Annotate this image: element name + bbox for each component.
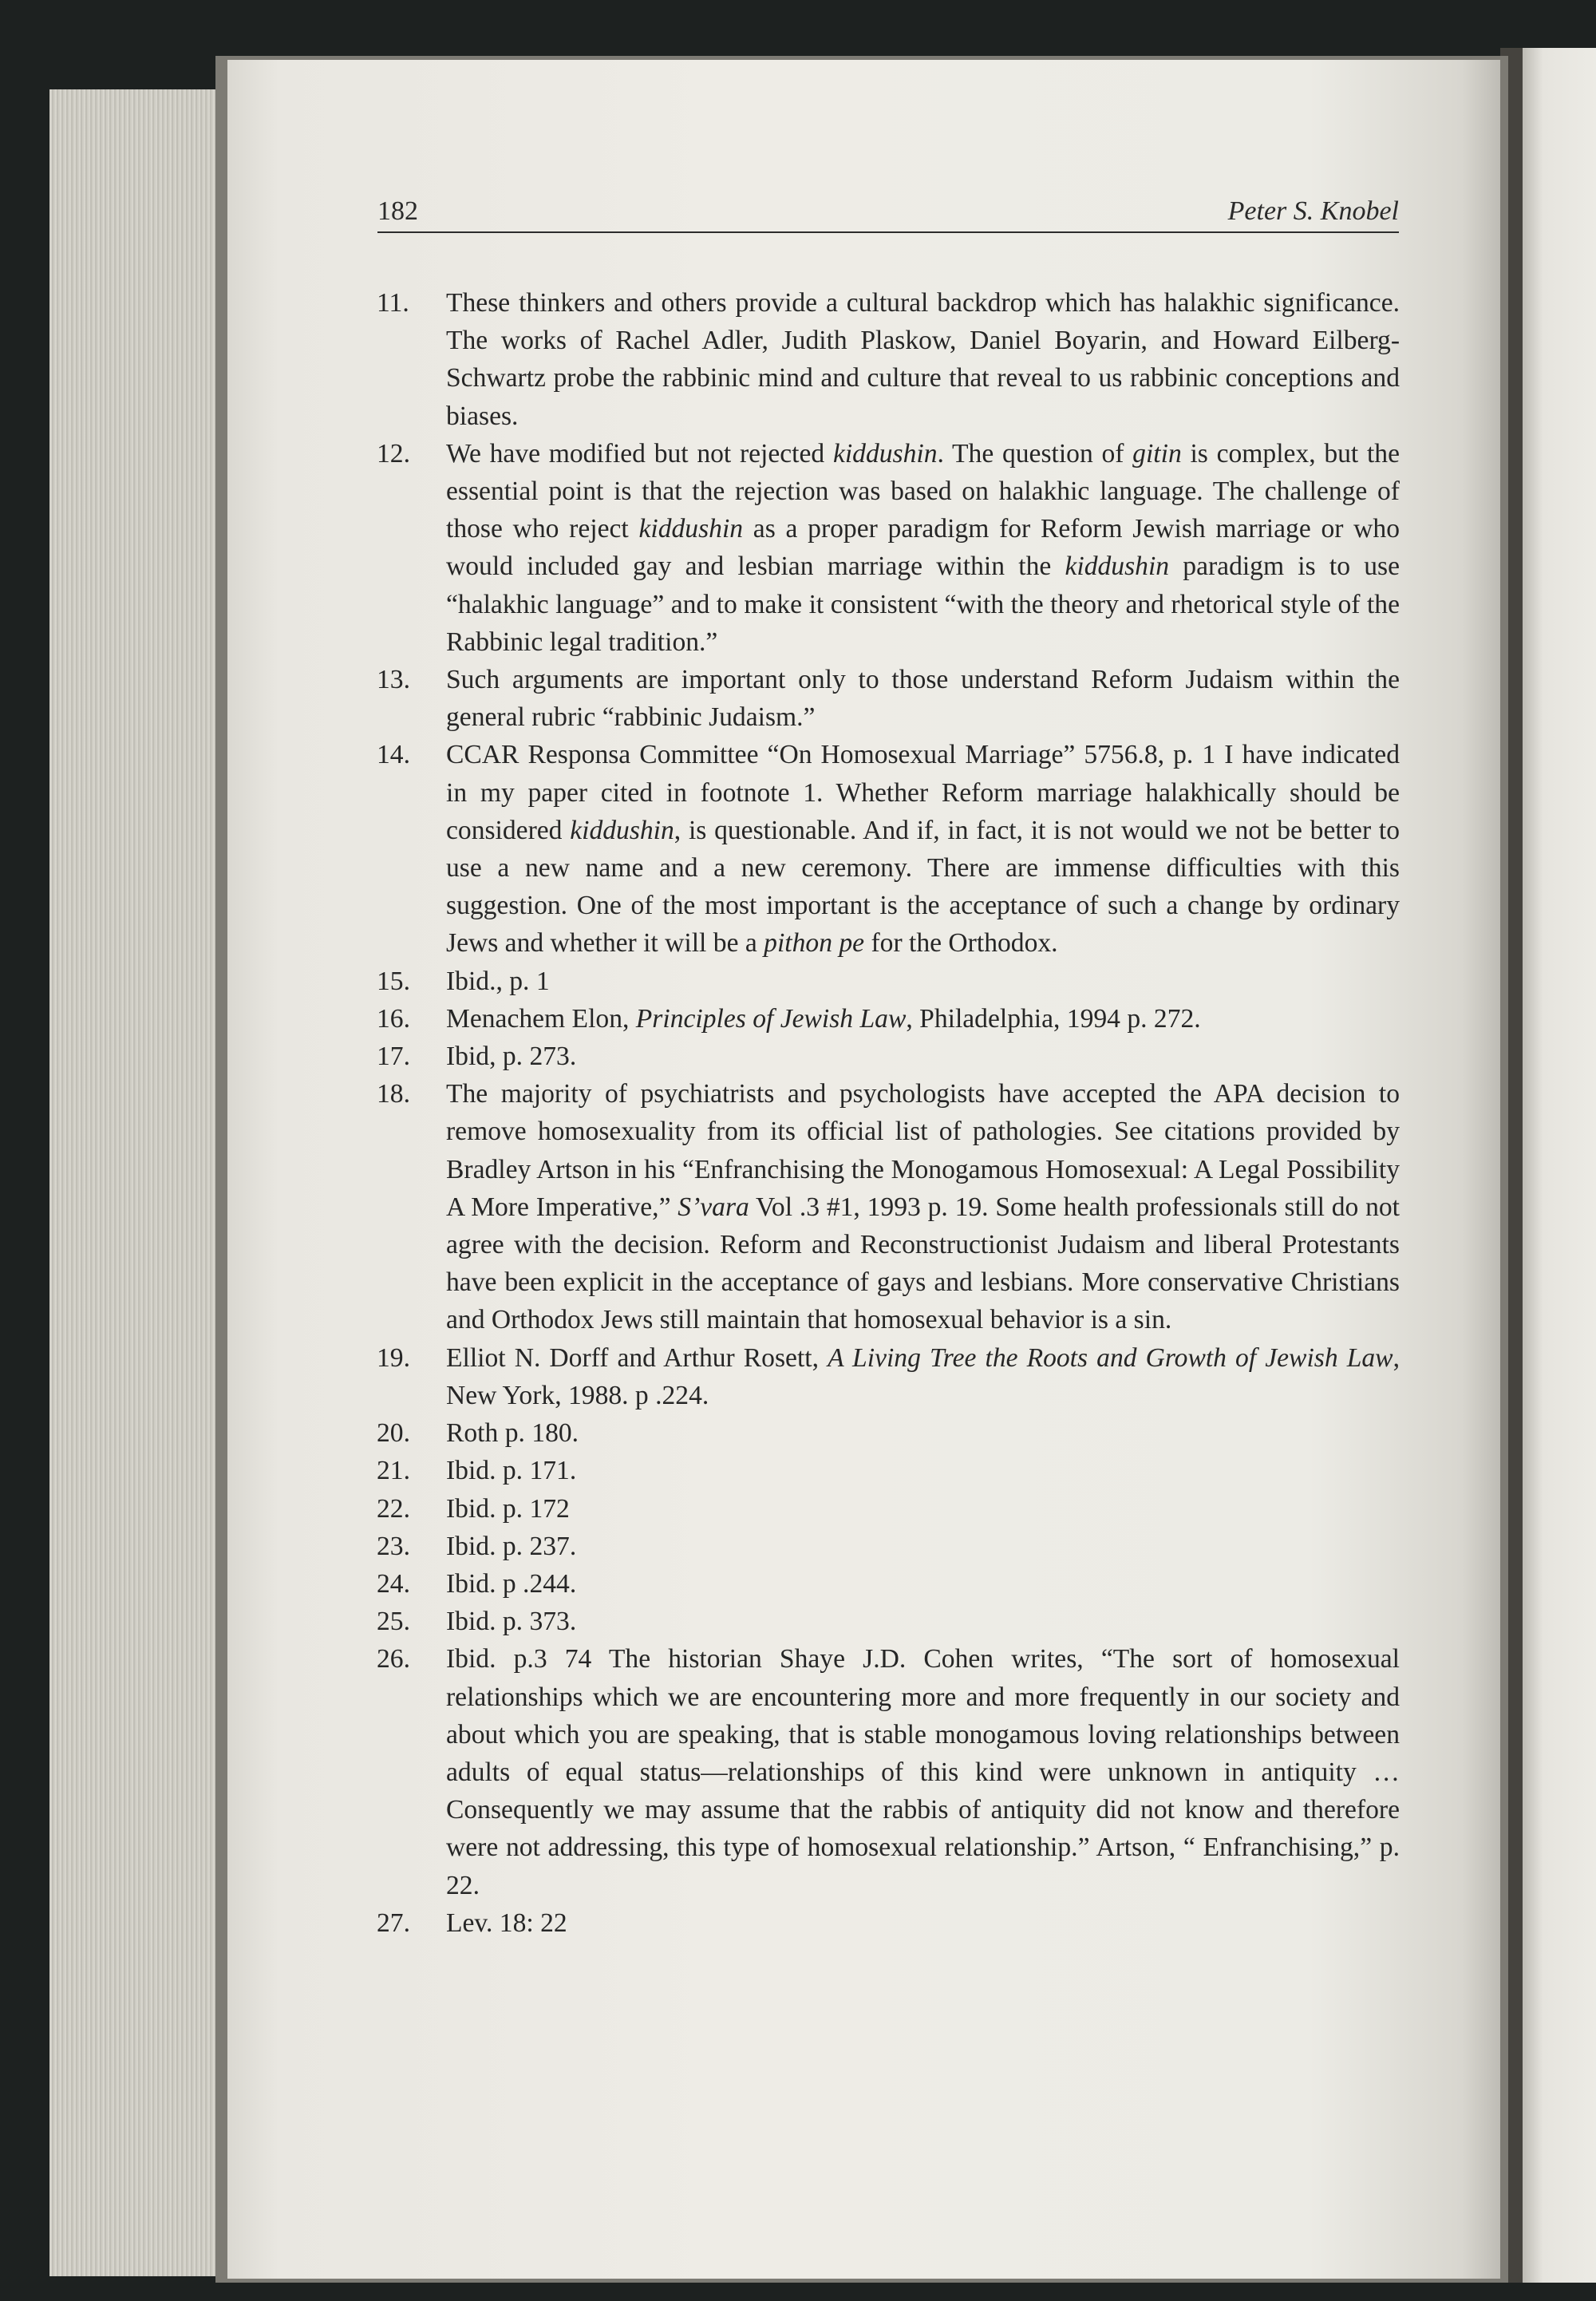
text-run: as a proper paradigm for Reform Jewish marriage or who would included gay and lesbian marriage within the xyxy=(446,514,1400,582)
endnote-text xyxy=(446,1456,576,1485)
text-run: Ibid. p. 237. xyxy=(446,1531,577,1561)
page-number: 182 xyxy=(377,196,418,226)
italic-title: pithon pe xyxy=(764,928,865,959)
text-run: These thinkers and others provide a cultural backdrop which has halakhic significance. The works of Rachel Adler, Judith Plaskow, Daniel Boyarin, and Howard Eilberg-Schwartz probe the rabbinic mind and culture that reveal to us rabbinic conceptions and biases. xyxy=(446,288,1400,431)
text-run: Ibid. p .244. xyxy=(446,1568,577,1599)
endnote-number: 16. xyxy=(377,1003,410,1034)
text-run: Ibid. p.3 74 The historian Shaye J.D. Cohen writes, “The sort of homosexual relationships which we are encountering more and more frequently in our society and about which you are speaking, that is stable monogamous loving relationships between adults of equal status—relationships of this kind were unknown in antiquity … Consequently we may assume that the rabbis of antiquity did not know and therefore were not addressing, this type of homosexual relationship.” Artson, “ Enfranchising,” p. 22. xyxy=(446,1644,1400,1900)
text-run: CCAR Responsa Committee “On Homosexual Marriage” 5756.8, p. 1 I have indicated in my paper cited in footnote 1. Whether Reform marriage halakhically should be considered xyxy=(446,740,1400,845)
endnote-text xyxy=(446,288,1400,431)
endnote-number: 24. xyxy=(377,1568,410,1599)
endnote-text xyxy=(446,1079,1400,1334)
endnote xyxy=(377,736,1400,962)
endnote-number: 23. xyxy=(377,1531,410,1561)
text-run: , New York, 1988. p .224. xyxy=(446,1342,1400,1410)
endnote-number: 14. xyxy=(377,740,410,770)
endnote-number: 12. xyxy=(377,438,410,469)
endnote-text xyxy=(446,740,1400,958)
endnote-text xyxy=(446,967,550,996)
italic-title: gitin xyxy=(1132,438,1182,469)
italic-title: A Living Tree the Roots and Growth of Jewish Law xyxy=(828,1342,1393,1373)
endnotes-list xyxy=(377,284,1400,1942)
italic-title: Principles of Jewish Law xyxy=(635,1003,907,1034)
endnote xyxy=(377,1414,1400,1452)
text-run: Roth p. 180. xyxy=(446,1418,579,1449)
endnote-text xyxy=(446,1644,1400,1900)
endnote-number: 19. xyxy=(377,1342,410,1373)
text-run: Ibid. p. 171. xyxy=(446,1456,577,1486)
endnote xyxy=(377,1000,1400,1038)
endnote-text xyxy=(446,665,1400,732)
endnote-number: 25. xyxy=(377,1607,410,1637)
endnote-number: 15. xyxy=(377,966,410,996)
endnote-text xyxy=(446,1908,567,1938)
text-run: paradigm is to use “halakhic language” and to make it consistent “with the theory and rhetorical style of the Rabbinic legal tradition.” xyxy=(446,552,1400,657)
endnote xyxy=(377,1452,1400,1489)
endnote-text xyxy=(446,1607,576,1636)
endnote-number: 26. xyxy=(377,1644,410,1674)
text-run: , Philadelphia, 1994 p. 272. xyxy=(906,1003,1201,1034)
text-run: , is questionable. And if, in fact, it is not would we not be better to use a new name and a new ceremony. There are immense difficulties with this suggestion. One of the most important is the acceptance of such a change by ordinary Jews and whether it will be a xyxy=(446,815,1400,959)
text-run: for the Orthodox. xyxy=(864,928,1058,959)
endnote-number: 17. xyxy=(377,1042,410,1072)
endnote-text xyxy=(446,1418,579,1448)
endnote xyxy=(377,1565,1400,1603)
endnote xyxy=(377,661,1400,736)
text-run: Elliot N. Dorff and Arthur Rosett, xyxy=(446,1342,828,1373)
endnote-number: 21. xyxy=(377,1456,410,1486)
endnote xyxy=(377,435,1400,661)
endnote-number: 11. xyxy=(377,288,409,318)
text-run: is complex, but the essential point is that the rejection was based on halakhic language. The challenge of those who reject xyxy=(446,438,1400,544)
facing-page-edge xyxy=(1520,48,1596,2283)
italic-title: kiddushin xyxy=(1065,552,1170,582)
endnote-text xyxy=(446,1494,570,1524)
running-head-author: Peter S. Knobel xyxy=(1227,196,1399,226)
endnote xyxy=(377,1490,1400,1528)
endnote-text xyxy=(446,1569,576,1599)
text-run: Ibid. p. 373. xyxy=(446,1607,577,1637)
text-run: Such arguments are important only to those understand Reform Judaism within the general rubric “rabbinic Judaism.” xyxy=(446,665,1400,733)
endnote-number: 27. xyxy=(377,1908,410,1938)
endnote xyxy=(377,1904,1400,1942)
italic-title: S’vara xyxy=(678,1192,749,1222)
text-run: Ibid. p. 172 xyxy=(446,1493,570,1524)
page-edges xyxy=(49,89,241,2276)
endnote-text xyxy=(446,1343,1400,1410)
text-run: Ibid, p. 273. xyxy=(446,1042,577,1072)
text-run: Ibid., p. 1 xyxy=(446,966,550,996)
italic-title: kiddushin xyxy=(832,438,938,469)
endnote-text xyxy=(446,1042,576,1071)
endnote xyxy=(377,1038,1400,1075)
endnote xyxy=(377,1640,1400,1904)
endnote xyxy=(377,1603,1400,1640)
page-header xyxy=(377,196,1399,233)
text-run: Lev. 18: 22 xyxy=(446,1908,567,1938)
endnote-number: 18. xyxy=(377,1079,410,1109)
italic-title: kiddushin xyxy=(570,815,674,845)
endnote xyxy=(377,1528,1400,1565)
text-run: Vol .3 #1, 1993 p. 19. Some health professionals still do not agree with the decision. Reform and Reconstructionist Judaism and liberal Protestants have been explicit in the acceptance of gays and lesbians. More conservative Christians and Orthodox Jews still maintain that homosexual behavior is a sin. xyxy=(446,1192,1400,1335)
endnote-number: 22. xyxy=(377,1493,410,1524)
endnote-text xyxy=(446,1004,1201,1034)
text-run: We have modified but not rejected xyxy=(446,438,833,469)
italic-title: kiddushin xyxy=(638,514,744,544)
text-run: Menachem Elon, xyxy=(446,1003,636,1034)
endnote xyxy=(377,963,1400,1000)
endnote-number: 20. xyxy=(377,1418,410,1449)
endnote xyxy=(377,284,1400,435)
endnote-text xyxy=(446,439,1400,657)
endnote-text xyxy=(446,1532,576,1561)
endnote-number: 13. xyxy=(377,665,410,695)
endnote xyxy=(377,1075,1400,1338)
text-run: . The question of xyxy=(937,438,1133,469)
endnote xyxy=(377,1339,1400,1414)
text-run: The majority of psychiatrists and psychologists have accepted the APA decision to remove homosexuality from its official list of pathologies. See citations provided by Bradley Artson in his “Enfranchising the Monogamous Homosexual: A Legal Possibility A More Imperative,” xyxy=(446,1079,1400,1222)
